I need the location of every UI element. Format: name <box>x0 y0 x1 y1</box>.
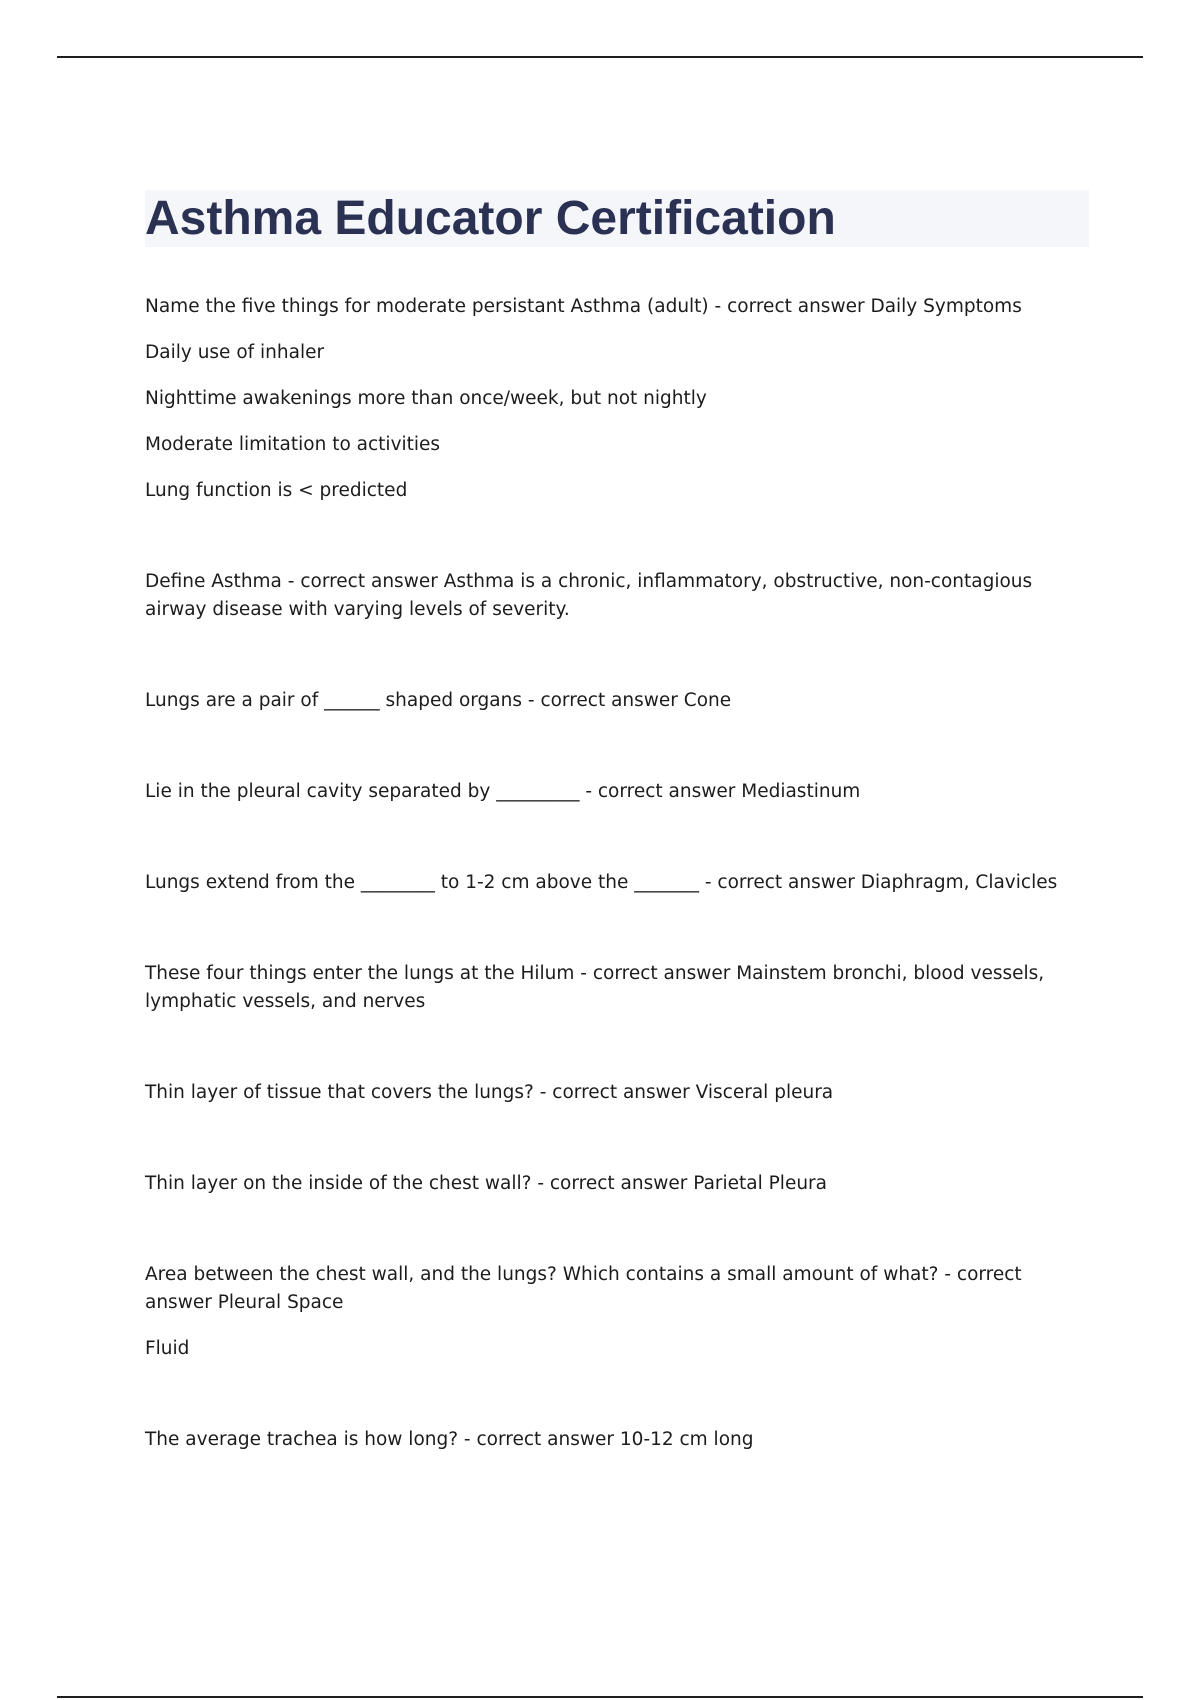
qa-answer-line: Nighttime awakenings more than once/week, but not nightly <box>145 388 707 409</box>
qa-answer-line: Moderate limitation to activities <box>145 434 441 455</box>
qa-answer-line: Lung function is < predicted <box>145 480 408 501</box>
qa-question: Lungs are a pair of ______ shaped organs - correct answer Cone <box>145 690 732 711</box>
qa-entry <box>145 687 1085 715</box>
qa-question: Area between the chest wall, and the lungs? Which contains a small amount of what? - correct answer Pleural Space <box>145 1264 1022 1313</box>
qa-entry <box>145 568 1085 624</box>
qa-question: Lungs extend from the ________ to 1-2 cm above the _______ - correct answer Diaphragm, Clavicles <box>145 872 1058 893</box>
qa-entry <box>145 1261 1085 1363</box>
qa-entry <box>145 778 1085 806</box>
qa-list <box>145 293 1085 1517</box>
qa-entry <box>145 869 1085 897</box>
qa-entry <box>145 1079 1085 1107</box>
header-rule <box>57 56 1143 58</box>
qa-question: Thin layer on the inside of the chest wall? - correct answer Parietal Pleura <box>145 1173 827 1194</box>
qa-question: These four things enter the lungs at the Hilum - correct answer Mainstem bronchi, blood vessels, lymphatic vessels, and nerves <box>145 963 1045 1012</box>
qa-answer-line: Daily use of inhaler <box>145 342 325 363</box>
footer-rule <box>57 1696 1143 1698</box>
qa-question: Define Asthma - correct answer Asthma is a chronic, inflammatory, obstructive, non-contagious airway disease with varying levels of severity. <box>145 571 1033 620</box>
qa-answer-line: Fluid <box>145 1338 190 1359</box>
qa-entry <box>145 1426 1085 1454</box>
qa-entry <box>145 293 1085 505</box>
qa-entry <box>145 1170 1085 1198</box>
qa-question: Name the five things for moderate persistant Asthma (adult) - correct answer Daily Symptoms <box>145 296 1022 317</box>
document-title: Asthma Educator Certification <box>145 192 836 245</box>
qa-question: The average trachea is how long? - correct answer 10-12 cm long <box>145 1429 754 1450</box>
qa-entry <box>145 960 1085 1016</box>
qa-question: Lie in the pleural cavity separated by _________ - correct answer Mediastinum <box>145 781 861 802</box>
qa-question: Thin layer of tissue that covers the lungs? - correct answer Visceral pleura <box>145 1082 834 1103</box>
